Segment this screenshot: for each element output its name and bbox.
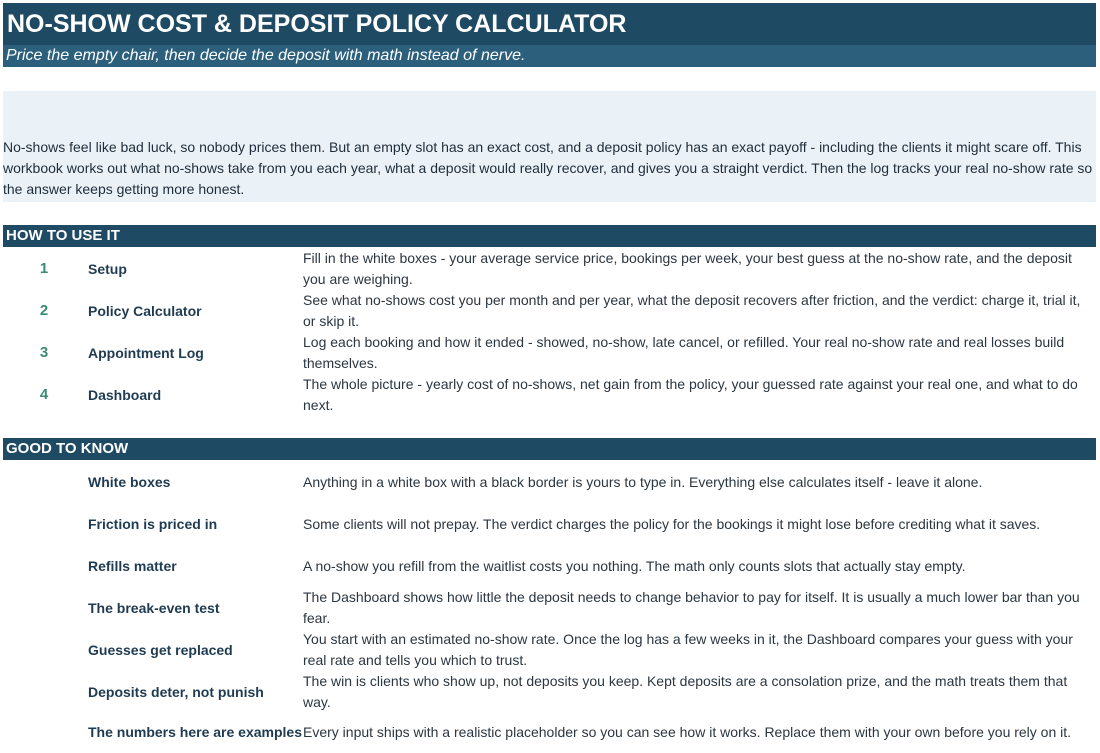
step-row-setup <box>0 248 1100 290</box>
step-number: 2 <box>39 302 49 319</box>
tip-label: Deposits deter, not punish <box>88 684 264 700</box>
tip-label: The numbers here are examples <box>88 724 302 740</box>
step-row-policy-calculator <box>0 290 1100 332</box>
step-description: The whole picture - yearly cost of no-shows, net gain from the policy, your guessed rate against your real one, and what to do next. <box>303 376 1078 413</box>
section-header-how-to-use: HOW TO USE IT <box>3 225 1096 247</box>
step-label: Dashboard <box>88 387 162 403</box>
step-number: 4 <box>39 386 49 403</box>
step-row-appointment-log <box>0 332 1100 374</box>
tip-row-examples <box>0 711 1100 753</box>
tip-description: Every input ships with a realistic placeholder so you can see how it works. Replace them with your own before you rely on it. <box>303 723 1072 740</box>
step-label: Appointment Log <box>88 345 204 361</box>
tip-description: Anything in a white box with a black border is yours to type in. Everything else calculates itself - leave it alone. <box>303 473 983 490</box>
page-title: NO-SHOW COST & DEPOSIT POLICY CALCULATOR <box>3 3 1096 45</box>
step-number: 3 <box>39 344 49 361</box>
tip-description: Some clients will not prepay. The verdict charges the policy for the bookings it might lose before crediting what it saves. <box>303 515 1041 532</box>
step-row-dashboard <box>0 374 1100 416</box>
tip-description: You start with an estimated no-show rate. Once the log has a few weeks in it, the Dashboard compares your guess with your real rate and tells you which to trust. <box>303 631 1073 668</box>
step-description: See what no-shows cost you per month and per year, what the deposit recovers after friction, and the verdict: charge it, trial it, or skip it. <box>303 292 1081 329</box>
tip-label: Refills matter <box>88 558 177 574</box>
page-subtitle: Price the empty chair, then decide the deposit with math instead of nerve. <box>3 45 1096 67</box>
step-label: Setup <box>88 261 127 277</box>
tip-label: White boxes <box>88 474 171 490</box>
tip-description: The Dashboard shows how little the deposit needs to change behavior to pay for itself. It is usually a much lower bar than you fear. <box>303 589 1080 626</box>
tip-label: The break-even test <box>88 600 220 616</box>
step-label: Policy Calculator <box>88 303 202 319</box>
tip-label: Guesses get replaced <box>88 642 233 658</box>
tip-row-guesses <box>0 629 1100 671</box>
step-description: Log each booking and how it ended - showed, no-show, late cancel, or refilled. Your real no-show rate and real losses build themselves. <box>303 334 1065 371</box>
step-number: 1 <box>39 260 49 277</box>
tip-row-refills <box>0 545 1100 587</box>
tip-row-break-even <box>0 587 1100 629</box>
tip-description: The win is clients who show up, not deposits you keep. Kept deposits are a consolation prize, and the math treats them that way. <box>303 673 1068 710</box>
intro-text: No-shows feel like bad luck, so nobody prices them. But an empty slot has an exact cost, and a deposit policy has an exact payoff - including the clients it might scare off. This workbook works out what no-shows take from you each year, what a deposit would really recover, and gives you a straight verdict. Then the log tracks your real no-show rate so the answer keeps getting more honest. <box>3 139 1093 197</box>
tip-row-white-boxes <box>0 461 1100 503</box>
tip-description: A no-show you refill from the waitlist costs you nothing. The math only counts slots that actually stay empty. <box>303 557 966 574</box>
step-description: Fill in the white boxes - your average service price, bookings per week, your best guess at the no-show rate, and the deposit you are weighing. <box>303 250 1072 287</box>
tip-row-friction <box>0 503 1100 545</box>
tip-label: Friction is priced in <box>88 516 218 532</box>
section-header-good-to-know: GOOD TO KNOW <box>3 438 1096 460</box>
tip-row-deposits-deter <box>0 671 1100 713</box>
